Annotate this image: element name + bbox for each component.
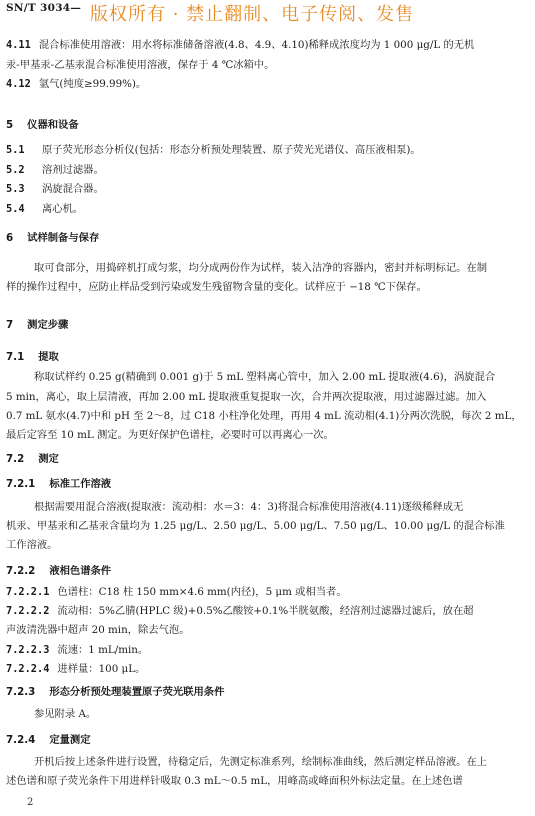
clause-4-11-cont: 汞-甲基汞-乙基汞混合标准使用溶液，保存于 4 ℃冰箱中。 <box>6 59 275 71</box>
section-7-1-line4: 最后定容至 10 mL 测定。为更好保护色谱柱，必要时可以再离心一次。 <box>6 429 334 441</box>
clause-4-12: 4.12 氩气(纯度≥99.99%)。 <box>6 78 147 90</box>
section-7-1-line3: 0.7 mL 氨水(4.7)中和 pH 至 2～8，过 C18 小柱净化处理，再用 4 mL 流动相(4.1)分两次洗脱，每次 2 mL， <box>6 410 522 422</box>
clause-7-2-2-4: 7.2.2.4 进样量：100 μL。 <box>6 663 146 675</box>
section-7-2-4-heading: 7.2.4 定量测定 <box>6 734 91 746</box>
section-7-1-heading: 7.1 提取 <box>6 351 59 363</box>
header-standard-number: SN/T 3034— <box>6 2 82 14</box>
section-7-2-3-text: 参见附录 A。 <box>34 708 97 720</box>
clause-7-2-2-3: 7.2.2.3 流速：1 mL/min。 <box>6 644 149 656</box>
section-7-2-heading: 7.2 测定 <box>6 453 59 465</box>
section-7-2-1-line1: 根据需要用混合溶液(提取液：流动相：水＝3：4：3)将混合标准使用溶液(4.11)逐级稀释成无 <box>34 501 464 513</box>
section-6-heading: 6 试样制备与保存 <box>6 232 100 244</box>
section-7-2-3-heading: 7.2.3 形态分析预处理装置原子荧光联用条件 <box>6 686 225 698</box>
section-6-para-line1: 取可食部分，用捣碎机打成匀浆，均分成两份作为试样，装入洁净的容器内，密封并标明标记。在制 <box>34 262 488 274</box>
section-5-list <box>6 141 421 219</box>
list-item: 5.2 溶剂过滤器。 <box>6 163 104 176</box>
section-7-heading: 7 测定步骤 <box>6 319 69 331</box>
clause-7-2-2-2-cont: 声波清洗器中超声 20 min，除去气泡。 <box>6 624 190 636</box>
section-7-1-line2: 5 min，离心，取上层清液，再加 2.00 mL 提取液重复提取一次，合并两次提取液，用过滤器过滤。加入 <box>6 391 487 403</box>
clause-7-2-2-2: 7.2.2.2 流动相：5%乙腈(HPLC 级)+0.5%乙酸铵+0.1%半胱氨酸，经溶剂过滤器过滤后，放在超 <box>6 605 474 617</box>
section-5-heading: 5 仪器和设备 <box>6 119 79 131</box>
clause-7-2-2-1: 7.2.2.1 色谱柱：C18 柱 150 mm×4.6 mm(内径)，5 μm 或相当者。 <box>6 586 347 598</box>
copyright-watermark: 版权所有 · 禁止翻制、电子传阅、发售 <box>90 4 415 25</box>
section-7-2-1-line2: 机汞、甲基汞和乙基汞含量均为 1.25 μg/L、2.50 μg/L、5.00 μg/L、7.50 μg/L、10.00 μg/L 的混合标准 <box>6 520 505 532</box>
clause-4-11: 4.11 混合标准使用溶液：用水将标准储备溶液(4.8、4.9、4.10)稀释成浓度均为 1 000 μg/L 的无机 <box>6 39 475 51</box>
list-item: 5.3 涡旋混合器。 <box>6 183 104 196</box>
section-7-2-4-line2: 述色谱和原子荧光条件下用进样针吸取 0.3 mL～0.5 mL，用峰高或峰面积外标法定量。在上述色谱 <box>6 775 463 787</box>
section-6-para-line2: 样的操作过程中，应防止样品受到污染或发生残留物含量的变化。试样应于 −18 ℃下保存。 <box>6 281 427 293</box>
section-7-2-1-line3: 工作溶液。 <box>6 539 58 551</box>
section-7-2-2-heading: 7.2.2 液相色谱条件 <box>6 565 112 577</box>
section-7-2-1-heading: 7.2.1 标准工作溶液 <box>6 478 112 490</box>
section-7-2-4-line1: 开机后按上述条件进行设置，待稳定后，先测定标准系列，绘制标准曲线，然后测定样品溶液。在上 <box>34 756 488 768</box>
page-number: 2 <box>27 797 34 808</box>
list-item: 5.1 原子荧光形态分析仪(包括：形态分析预处理装置、原子荧光光谱仪、高压液相泵)。 <box>6 144 421 156</box>
section-7-1-line1: 称取试样约 0.25 g(精确到 0.001 g)于 5 mL 塑料离心管中，加入 2.00 mL 提取液(4.6)，涡旋混合 <box>34 371 496 383</box>
list-item: 5.4 离心机。 <box>6 202 84 215</box>
